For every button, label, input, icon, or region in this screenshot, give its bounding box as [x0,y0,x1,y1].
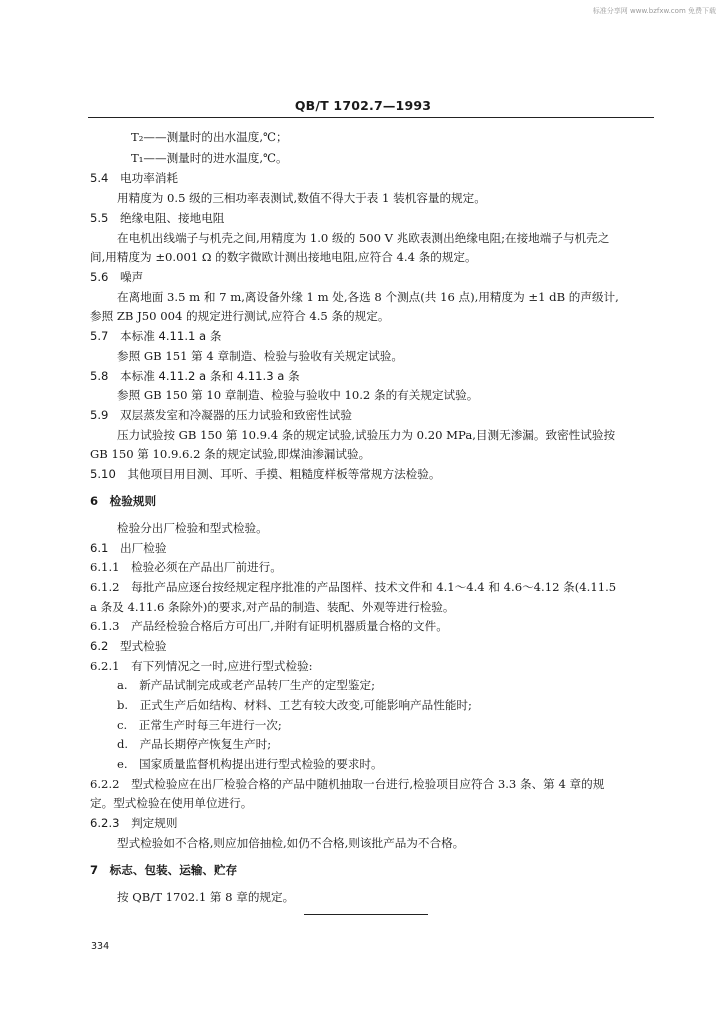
text-line: T₁——测量时的进水温度,℃。 [131,151,288,165]
text-line: 7 标志、包装、运输、贮存 [90,863,238,877]
text-line: 定。型式检验在使用单位进行。 [90,796,253,810]
page-number: 334 [91,941,110,952]
text-line: 5.10 其他项目用目测、耳听、手摸、粗糙度样板等常规方法检验。 [90,467,441,481]
text-line: 6.1 出厂检验 [90,541,167,555]
text-line: 在离地面 3.5 m 和 7 m,离设备外缘 1 m 处,各选 8 个测点(共 16 点),用精度为 ±1 dB 的声级计, [117,290,619,304]
text-line: 5.8 本标准 4.11.2 a 条和 4.11.3 a 条 [90,369,300,383]
text-line: 6.2 型式检验 [90,639,167,653]
text-line: e. 国家质量监督机构提出进行型式检验的要求时。 [117,757,383,771]
end-rule [304,914,428,915]
text-line: 参照 GB 151 第 4 章制造、检验与验收有关规定试验。 [117,349,403,363]
text-line: 6.1.2 每批产品应逐台按经规定程序批准的产品图样、技术文件和 4.1～4.4 和 4.6～4.12 条(4.11.5 [90,580,617,594]
text-line: 用精度为 0.5 级的三相功率表测试,数值不得大于表 1 装机容量的规定。 [117,191,486,205]
text-line: 间,用精度为 ±0.001 Ω 的数字微欧计测出接地电阻,应符合 4.4 条的规定。 [90,250,477,264]
text-line: 检验分出厂检验和型式检验。 [117,521,268,535]
text-line: c. 正常生产时每三年进行一次; [117,718,282,732]
text-line: 6.2.3 判定规则 [90,816,178,830]
text-line: a 条及 4.11.6 条除外)的要求,对产品的制造、装配、外观等进行检验。 [90,600,455,614]
text-line: 6.2.1 有下列情况之一时,应进行型式检验: [90,659,313,673]
watermark: 标准分享网 www.bzfxw.com 免费下载 [592,7,716,15]
text-line: 按 QB/T 1702.1 第 8 章的规定。 [117,890,295,904]
text-line: 6.2.2 型式检验应在出厂检验合格的产品中随机抽取一台进行,检验项目应符合 3.3 条、第 4 章的规 [90,777,605,791]
page-header: QB/T 1702.7—1993 [294,98,432,113]
text-line: 6.1.3 产品经检验合格后方可出厂,并附有证明机器质量合格的文件。 [90,619,448,633]
text-line: 6.1.1 检验必须在产品出厂前进行。 [90,560,282,574]
text-line: d. 产品长期停产恢复生产时; [117,737,272,751]
text-line: 5.9 双层蒸发室和冷凝器的压力试验和致密性试验 [90,408,352,422]
text-line: b. 正式生产后如结构、材料、工艺有较大改变,可能影响产品性能时; [117,698,472,712]
text-line: 5.4 电功率消耗 [90,171,179,185]
text-line: 5.5 绝缘电阻、接地电阻 [90,211,225,225]
text-line: a. 新产品试制完成或老产品转厂生产的定型鉴定; [117,678,375,692]
text-line: 5.7 本标准 4.11.1 a 条 [90,329,222,343]
text-line: 6 检验规则 [90,494,157,508]
header-rule [88,117,654,118]
text-line: 参照 ZB J50 004 的规定进行测试,应符合 4.5 条的规定。 [90,309,390,323]
text-line: 压力试验按 GB 150 第 10.9.4 条的规定试验,试验压力为 0.20 MPa,目测无渗漏。致密性试验按 [117,428,616,442]
text-line: 型式检验如不合格,则应加倍抽检,如仍不合格,则该批产品为不合格。 [117,836,465,850]
text-line: 在电机出线端子与机壳之间,用精度为 1.0 级的 500 V 兆欧表测出绝缘电阻;在接地端子与机壳之 [117,231,610,245]
text-line: 5.6 噪声 [90,270,144,284]
text-line: 参照 GB 150 第 10 章制造、检验与验收中 10.2 条的有关规定试验。 [117,388,479,402]
text-line: GB 150 第 10.9.6.2 条的规定试验,即煤油渗漏试验。 [90,447,371,461]
text-line: T₂——测量时的出水温度,℃； [131,130,288,144]
